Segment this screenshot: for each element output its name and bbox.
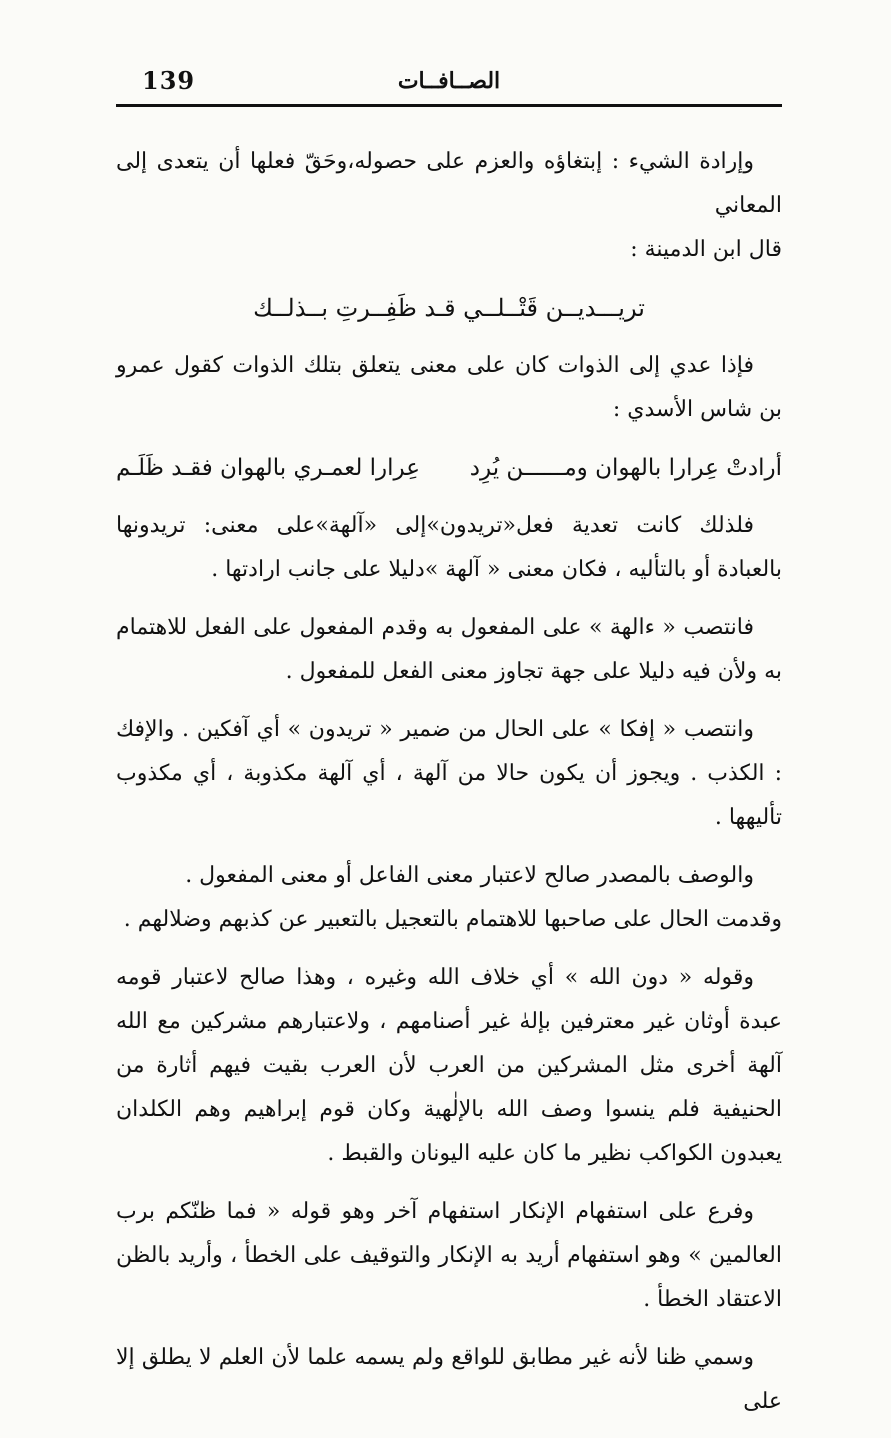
- page-number: 139: [142, 66, 196, 95]
- page-header: [116, 64, 782, 107]
- paragraph-tadiya: فلذلك كانت تعدية فعل«تريدون»إلى «آلهة»على معنى: تريدونها بالعبادة أو بالتأليه ، فكان معنى « آلهة »دليلا على جانب ارادتها .: [116, 513, 782, 582]
- paragraph-dhawat: فإذا عدي إلى الذوات كان على معنى يتعلق بتلك الذوات كقول عمرو بن شاس الأسدي :: [116, 353, 782, 422]
- paragraph-poet-intro: قال ابن الدمينة :: [630, 237, 782, 262]
- paragraph-intisab-ifk: وانتصب « إفكا » على الحال من ضمير « تريدون » أي آفكين . والإفك : الكذب . ويجوز أن يكون حالا من آلهة ، أي آلهة مكذوبة ، أي مكذوب تأليهها .: [116, 717, 782, 830]
- verse-first-hemistich: أرادتْ عِرارا بالهوان ومــــــن يُرِد: [469, 455, 782, 481]
- paragraph-istifham: وفرع على استفهام الإنكار استفهام آخر وهو قوله « فما ظنّكم برب العالمين » وهو استفهام أريد به الإنكار والتوقيف على الخطأ ، وأريد بالظن الاعتقاد الخطأ .: [116, 1199, 782, 1312]
- page-body: [116, 140, 782, 1438]
- paragraph-zann: وسمي ظنا لأنه غير مطابق للواقع ولم يسمه علما لأن العلم لا يطلق إلا على: [116, 1345, 782, 1414]
- running-title: الصــافــات: [397, 68, 501, 94]
- paragraph-dun-allah: وقوله « دون الله » أي خلاف الله وغيره ، وهذا صالح لاعتبار قومه عبدة أوثان غير معترفين بإلهٰ غير أصنامهم ، ولاعتبارهم مشركين مع الله آلهة أخرى مثل المشركين من العرب لأن العرب بقيت فيهم أثارة من الحنيفية فلم ينسوا وصف الله بالإلٰهية وكان قوم إبراهيم وهم الكلدان يعبدون الكواكب نظير ما كان عليه اليونان والقبط .: [116, 965, 782, 1166]
- paragraph-taqdim-hal: وقدمت الحال على صاحبها للاهتمام بالتعجيل بالتعبير عن كذبهم وضلالهم .: [123, 907, 782, 932]
- paragraph-wasf: والوصف بالمصدر صالح لاعتبار معنى الفاعل أو معنى المفعول .: [185, 863, 754, 888]
- paragraph-intisab-aliha: فانتصب « ءالهة » على المفعول به وقدم المفعول على الفعل للاهتمام به ولأن فيه دليلا على جهة تجاوز معنى الفعل للمفعول .: [116, 615, 782, 684]
- verse-amr-ibn-shas: [116, 446, 782, 490]
- verse-ibn-dumayna: تريـــديــن قَتْــلــي قـد ظَفِــرتِ بــذلــك: [253, 294, 645, 322]
- verse-second-hemistich: عِرارا لعمـري بالهوان فقـد ظَلَـم: [116, 455, 420, 481]
- paragraph-irada: وإرادة الشيء : إبتغاؤه والعزم على حصوله،وحَقّ فعلها أن يتعدى إلى المعاني: [116, 149, 782, 218]
